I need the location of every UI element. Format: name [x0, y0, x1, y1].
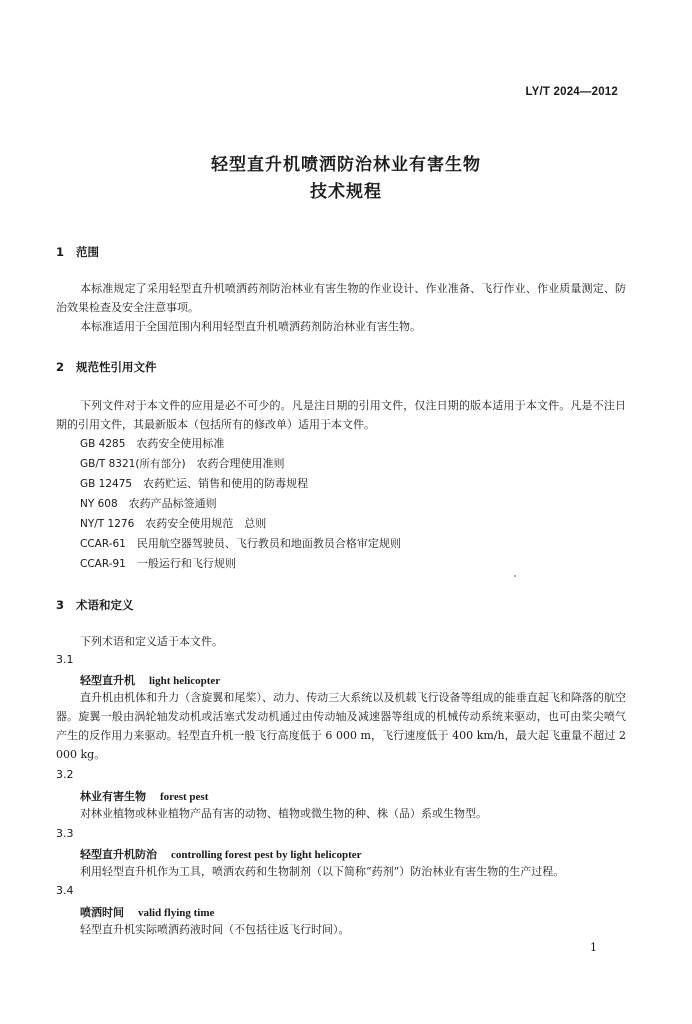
- term-heading: [80, 904, 214, 920]
- term-zh: 喷洒时间: [80, 906, 124, 919]
- reference-title: 农药贮运、销售和使用的防毒规程: [143, 477, 309, 490]
- term-definition: 对林业植物或林业植物产品有害的动物、植物或微生物的种、株（品）系或生物型。: [80, 807, 487, 820]
- section-number: 1: [56, 245, 65, 259]
- term-en: light helicopter: [149, 675, 221, 687]
- term-zh: 轻型直升机: [80, 674, 135, 687]
- scan-speck: [514, 575, 516, 577]
- term-number: 3.3: [56, 827, 74, 840]
- term-number: 3.4: [56, 884, 74, 897]
- term-definition: 轻型直升机实际喷洒药液时间（不包括往返飞行时间）。: [80, 923, 350, 936]
- section-number: 2: [56, 360, 65, 374]
- section-title: 规范性引用文件: [76, 360, 157, 374]
- reference-code: NY/T 1276: [80, 518, 135, 530]
- reference-code: GB 12475: [80, 478, 133, 490]
- reference-list: [80, 434, 401, 574]
- reference-item: [80, 554, 401, 574]
- reference-code: CCAR-91: [80, 558, 126, 570]
- section-title: 术语和定义: [76, 598, 134, 612]
- section-number: 3: [56, 598, 65, 612]
- standard-code: LY/T 2024—2012: [525, 86, 618, 98]
- term-definition: 直升机由机体和升力（含旋翼和尾桨）、动力、传动三大系统以及机载飞行设备等组成的能垂直起飞和降落的航空器。旋翼一般由涡轮轴发动机或活塞式发动机通过由传动轴及减速器等组成的机械传动系统来驱动，也可由桨尖喷气产生的反作用力来驱动。轻型直升机一般飞行高度低于 6 000 m，飞行速度低于 400 km/h，最大起飞重量不超过 2 000 kg。: [56, 691, 626, 761]
- reference-code: GB/T 8321(所有部分): [80, 458, 186, 470]
- reference-item: [80, 474, 401, 494]
- reference-title: 一般运行和飞行规则: [136, 557, 236, 570]
- reference-item: [80, 514, 401, 534]
- section-1-paragraph-2: 本标准适用于全国范围内利用轻型直升机喷洒药剂防治林业有害生物。: [80, 320, 421, 333]
- reference-title: 民用航空器驾驶员、飞行教员和地面教员合格审定规则: [136, 537, 401, 550]
- reference-code: GB 4285: [80, 438, 126, 450]
- term-definition: 利用轻型直升机作为工具，喷洒农药和生物制剂（以下简称“药剂”）防治林业有害生物的生产过程。: [80, 865, 565, 878]
- term-heading: [80, 788, 208, 804]
- term-zh: 林业有害生物: [80, 790, 146, 803]
- reference-item: [80, 534, 401, 554]
- section-3-intro: 下列术语和定义适于本文件。: [80, 635, 223, 648]
- term-number: 3.2: [56, 768, 74, 781]
- section-2-intro: 下列文件对于本文件的应用是必不可少的。凡是注日期的引用文件，仅注日期的版本适用于本文件。凡是不注日期的引用文件，其最新版本（包括所有的修改单）适用于本文件。: [56, 399, 626, 431]
- reference-code: CCAR-61: [80, 538, 126, 550]
- term-en: valid flying time: [138, 907, 215, 919]
- reference-item: [80, 494, 401, 514]
- term-en: controlling forest pest by light helicopter: [171, 849, 362, 861]
- reference-title: 农药安全使用规范 总则: [145, 517, 267, 530]
- reference-title: 农药安全使用标准: [136, 437, 225, 450]
- section-2-heading: [56, 359, 157, 375]
- reference-item: [80, 454, 401, 474]
- reference-code: NY 608: [80, 498, 118, 510]
- term-number: 3.1: [56, 653, 74, 666]
- page-number: 1: [590, 941, 597, 954]
- page-title: 轻型直升机喷洒防治林业有害生物: [211, 155, 481, 175]
- reference-item: [80, 434, 401, 454]
- term-zh: 轻型直升机防治: [80, 848, 157, 861]
- section-title: 范围: [76, 245, 99, 259]
- page-subtitle: 技术规程: [310, 182, 382, 202]
- reference-title: 农药产品标签通则: [128, 497, 217, 510]
- term-heading: [80, 846, 362, 862]
- section-1-heading: [56, 244, 99, 260]
- term-heading: [80, 672, 220, 688]
- reference-title: 农药合理使用准则: [196, 457, 285, 470]
- term-en: forest pest: [160, 791, 209, 803]
- section-1-paragraph-1: 本标准规定了采用轻型直升机喷洒药剂防治林业有害生物的作业设计、作业准备、飞行作业、作业质量测定、防治效果检查及安全注意事项。: [56, 282, 626, 314]
- section-3-heading: [56, 597, 134, 613]
